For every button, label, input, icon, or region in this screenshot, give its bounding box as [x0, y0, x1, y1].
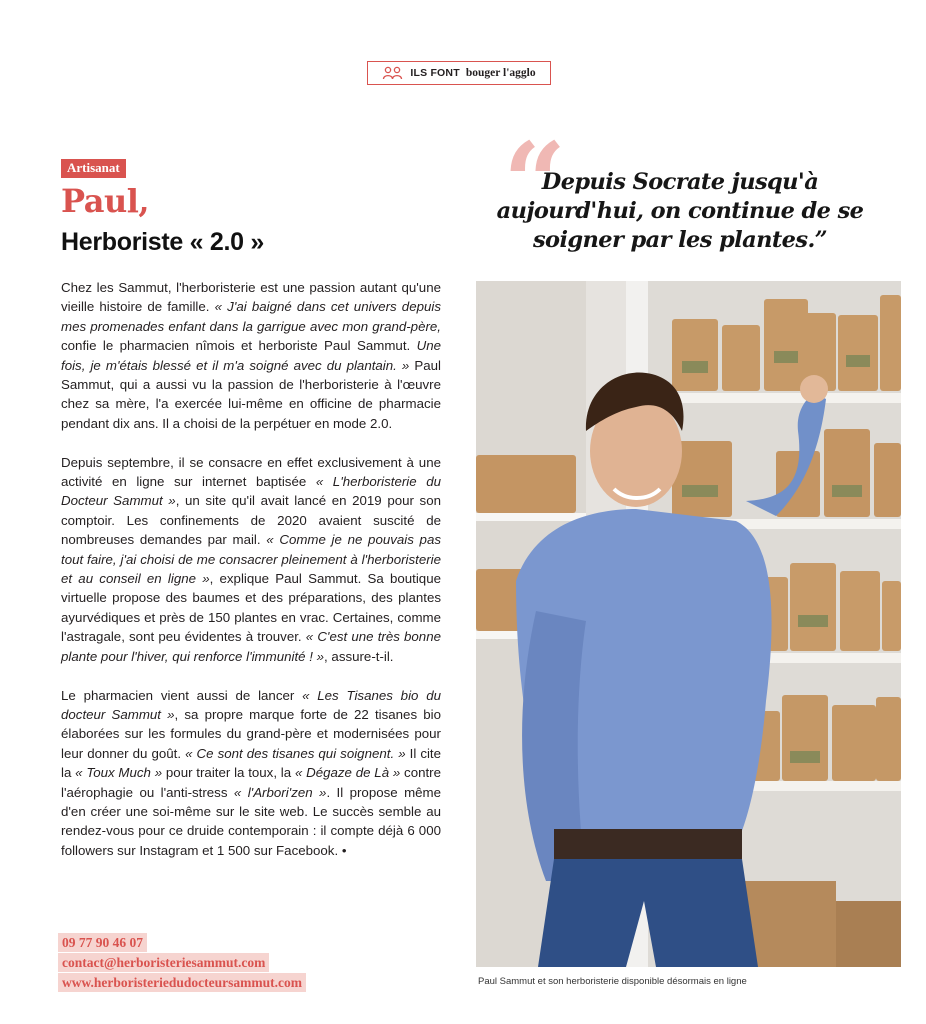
category-badge: Artisanat: [61, 159, 126, 178]
text-run: Une fois, je m'étais blessé et il m'a soigné avec du plantain. »: [61, 338, 441, 373]
text-run: , un site qu'il avait lancé en 2019 pour son comptoir. Les confinements de 2020 avaient suscité de nombreuses demandes par mail.: [61, 493, 441, 548]
article-title-name: Paul,: [61, 182, 149, 220]
text-run: « Toux Much »: [75, 765, 163, 781]
text-run: « J'ai baigné dans cet univers depuis mes promenades enfant dans la garrigue avec mon grand-père,: [61, 299, 441, 334]
contact-block: [58, 933, 306, 993]
text-run: , explique Paul Sammut. Sa boutique virtuelle propose des baumes et des préparations, des plantes ayurvédiques et près de 150 plantes en vrac. Certaines, comme l'astragale, sont peu évidentes à trouver.: [61, 571, 441, 645]
article-title-job: Herboriste « 2.0 »: [61, 228, 265, 256]
text-run: confie le pharmacien nîmois et herboriste Paul Sammut.: [61, 338, 417, 354]
contact-email[interactable]: contact@herboristeriesammut.com: [58, 953, 269, 972]
text-run: « Les Tisanes bio du docteur Sammut »: [61, 687, 441, 722]
section-tag-strong: ILS FONT: [410, 67, 460, 79]
text-run: pour traiter la toux, la: [162, 765, 295, 781]
text-run: Depuis septembre, il se consacre en effet exclusivement à une activité en ligne sur internet baptisée: [61, 454, 441, 490]
portrait-photo-icon: [476, 281, 901, 967]
text-run: « L'herboristerie du Docteur Sammut »: [61, 474, 442, 509]
text-run: , assure-t-il.: [324, 648, 394, 664]
text-run: « Comme je ne pouvais pas tout faire, j'ai choisi de me consacrer pleinement à l'herboristerie et au conseil en ligne »: [61, 532, 441, 587]
portrait-photo: [476, 281, 901, 967]
text-run: « Dégaze de Là »: [294, 765, 401, 781]
text-run: Paul Sammut, qui a aussi vu la passion de l'herboristerie à l'œuvre chez sa mère, l'a exercée lui-même en officine de pharmacie pendant dix ans. Il a choisi de la perpétuer en mode 2.0.: [61, 357, 442, 431]
article-body: [61, 278, 441, 880]
text-run: « Ce sont des tisanes qui soignent. »: [185, 745, 406, 761]
text-run: . Il propose même d'en créer une soi-même sur le site web. Le succès semble au rendez-vous pour ce druide contemporain : il compte déjà 6 000 followers sur Instagram et 1 500 sur Facebook. •: [61, 784, 442, 858]
people-icon: [382, 66, 404, 80]
text-run: « l'Arbori'zen »: [233, 784, 327, 800]
photo-caption: Paul Sammut et son herboristerie disponible désormais en ligne: [478, 976, 747, 987]
text-run: « C'est une très bonne plante pour l'hiver, qui renforce l'immunité ! »: [61, 629, 441, 664]
contact-website[interactable]: www.herboristeriedudocteursammut.com: [58, 973, 306, 992]
text-run: contre l'aérophagie ou l'anti-stress: [61, 765, 442, 800]
body-paragraph-2: [61, 453, 441, 666]
text-run: , sa propre marque forte de 22 tisanes bio élaborées sur les formules du grand-père et modernisées pour leur donner du goût.: [61, 706, 441, 761]
quote-mark-icon: “: [503, 118, 567, 247]
text-run: Le pharmacien vient aussi de lancer: [61, 687, 303, 703]
pull-quote: Depuis Socrate jusqu'à aujourd'hui, on continue de se soigner par les plantes.”: [496, 169, 864, 253]
section-tag-rest: bouger l'agglo: [465, 67, 536, 79]
body-paragraph-3: [61, 686, 441, 861]
text-run: Il cite la: [61, 745, 442, 781]
section-tag: [367, 61, 551, 85]
text-run: Chez les Sammut, l'herboristerie est une passion autant qu'une vieille histoire de famille.: [61, 280, 441, 315]
body-paragraph-1: [61, 278, 441, 433]
contact-phone[interactable]: 09 77 90 46 07: [58, 933, 147, 952]
